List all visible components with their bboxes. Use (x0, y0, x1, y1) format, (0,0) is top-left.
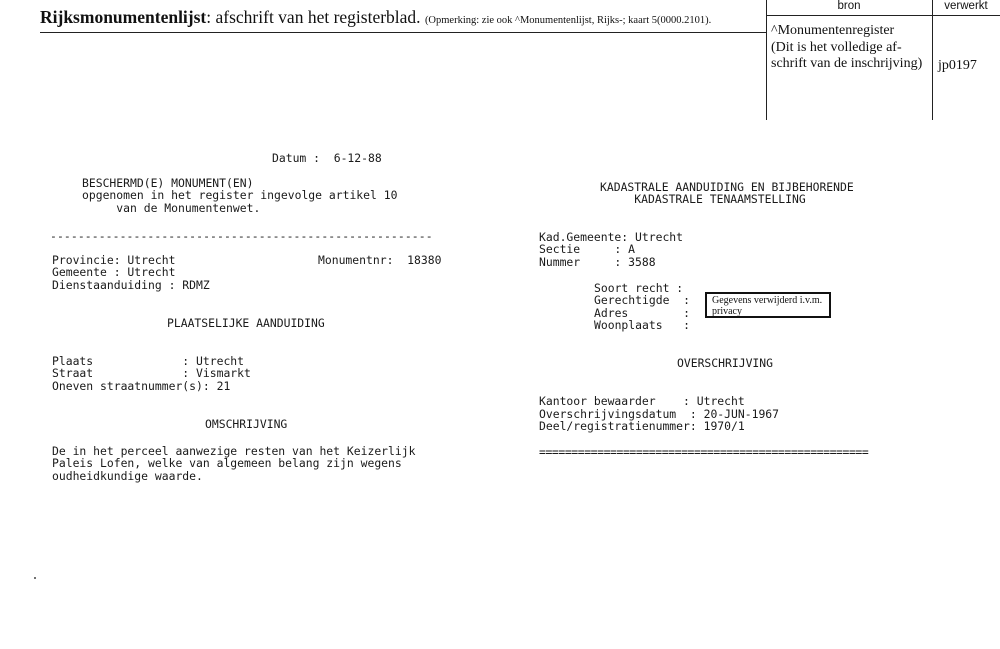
straat: Straat : Vismarkt (52, 366, 251, 380)
verwerkt-value: jp0197 (938, 58, 977, 73)
title-rest: : afschrift van het registerblad. (206, 7, 421, 27)
title-bold: Rijksmonumentenlijst (40, 7, 207, 27)
right-equals-rule: =================================================== (539, 445, 869, 459)
kadastrale-heading: KADASTRALE AANDUIDING EN BIJBEHORENDE KADASTRALE TENAAMSTELLING (600, 180, 854, 207)
beschermd-heading: BESCHERMD(E) MONUMENT(EN) opgenomen in het register ingevolge artikel 10 van de Monumentenwet. (82, 176, 398, 215)
bron-text: ^Monumentenregister (Dit is het volledige af- schrift van de inschrijving) (771, 23, 923, 71)
gemeente: Gemeente : Utrecht (52, 265, 176, 279)
side-table-header-rule (766, 15, 1000, 16)
side-table-border-mid (932, 0, 933, 120)
side-table-border-left (766, 0, 767, 120)
privacy-redaction-box: Gegevens verwijderd i.v.m. privacy (705, 292, 831, 318)
plaatselijke-heading: PLAATSELIJKE AANDUIDING (167, 316, 325, 330)
oneven-straatnummer: Oneven straatnummer(s): 21 (52, 379, 231, 393)
monumentnr: Monumentnr: 18380 (318, 253, 442, 267)
kad-gemeente: Kad.Gemeente: Utrecht (539, 230, 684, 244)
header-rule (40, 32, 766, 33)
overschrijvingsdatum: Overschrijvingsdatum : 20-JUN-1967 (539, 407, 780, 421)
omschrijving-text: De in het perceel aanwezige resten van het Keizerlijk Paleis Lofen, welke van algemeen belang zijn wegens oudheidkundige waarde. (52, 444, 416, 483)
dienstaanduiding: Dienstaanduiding : RDMZ (52, 278, 210, 292)
woonplaats: Woonplaats : (594, 318, 691, 332)
verwerkt-label: verwerkt (944, 0, 988, 12)
sectie: Sectie : A (539, 242, 636, 256)
datum: Datum : 6-12-88 (272, 151, 382, 165)
kantoor-bewaarder: Kantoor bewaarder : Utrecht (539, 394, 745, 408)
bron-label: bron (837, 0, 861, 12)
scan-speck (34, 577, 36, 579)
overschrijving-heading: OVERSCHRIJVING (677, 356, 774, 370)
deel-registratienummer: Deel/registratienummer: 1970/1 (539, 419, 745, 433)
plaats: Plaats : Utrecht (52, 354, 245, 368)
title-note: (Opmerking: zie ook ^Monumentenlijst, Rijks-; kaart 5(0000.2101). (424, 15, 712, 26)
omschrijving-heading: OMSCHRIJVING (205, 417, 288, 431)
adres: Adres : (594, 306, 691, 320)
soort-recht: Soort recht : (594, 281, 684, 295)
left-dashes: ------------------------------------------------------- (50, 229, 433, 243)
provincie: Provincie: Utrecht (52, 253, 176, 267)
document-title (40, 7, 711, 28)
gerechtigde: Gerechtigde : (594, 293, 691, 307)
nummer: Nummer : 3588 (539, 255, 656, 269)
